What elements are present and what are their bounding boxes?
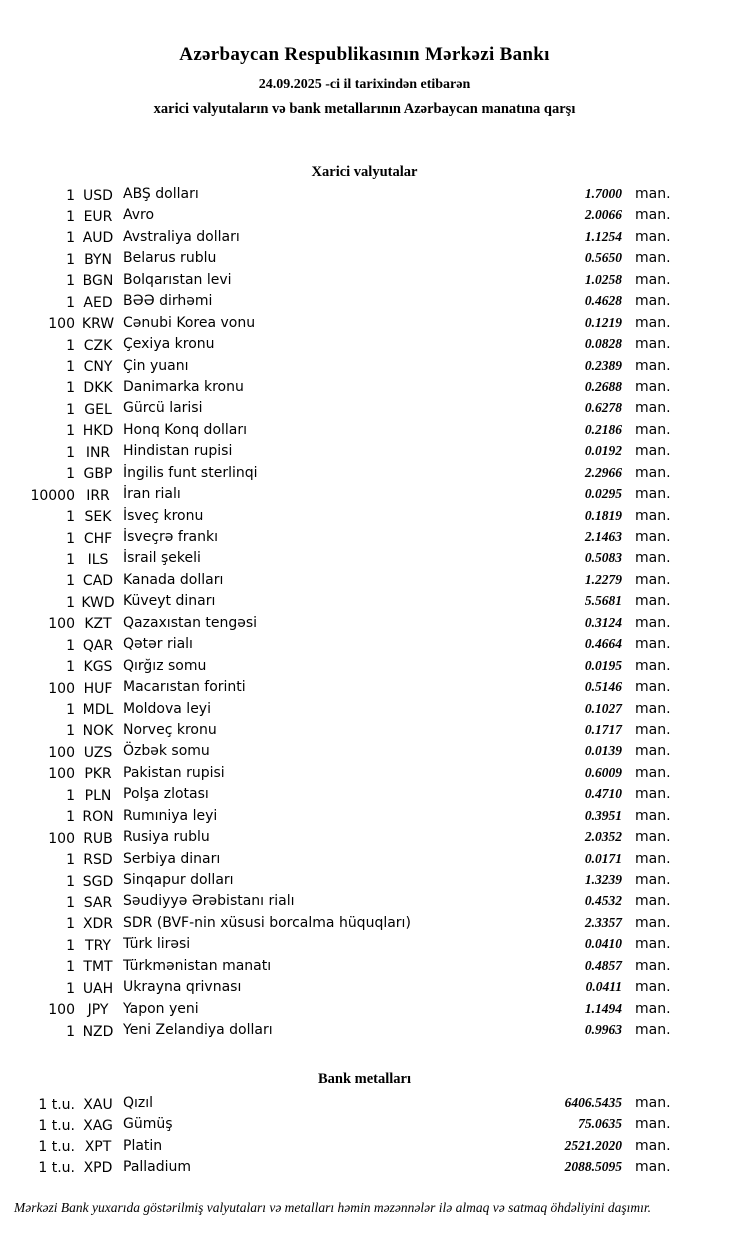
unit-label: man. [635, 679, 671, 696]
currency-code: QAR [82, 637, 114, 654]
quantity: 1 [66, 230, 75, 247]
unit-label: man. [635, 957, 671, 974]
unit-label: man. [635, 786, 671, 803]
currency-name: Qırğız somu [123, 657, 207, 674]
unit-label: man. [635, 1116, 671, 1133]
quantity: 1 [66, 509, 75, 526]
rate-value: 0.0139 [584, 743, 622, 759]
currency-code: KWD [81, 594, 115, 611]
unit-label: man. [635, 207, 671, 224]
currencies-table [0, 183, 729, 1041]
quantity: 1 [66, 852, 75, 869]
rate-row [0, 612, 729, 633]
quantity: 1 t.u. [38, 1096, 75, 1113]
rate-row [0, 226, 729, 247]
unit-label: man. [635, 314, 671, 331]
quantity: 10000 [30, 487, 75, 504]
rate-row [0, 676, 729, 697]
rate-row [0, 1113, 729, 1134]
rate-row [0, 505, 729, 526]
unit-label: man. [635, 443, 671, 460]
currency-name: Palladium [123, 1158, 192, 1175]
currency-code: AED [83, 294, 113, 311]
rate-value: 6406.5435 [564, 1095, 622, 1110]
unit-label: man. [635, 336, 671, 353]
unit-label: man. [635, 550, 671, 567]
quantity: 1 [66, 980, 75, 997]
rate-value: 0.4532 [584, 893, 622, 909]
unit-label: man. [635, 378, 671, 395]
unit-label: man. [635, 186, 671, 202]
currencies-section-heading: Xarici valyutalar [311, 164, 418, 180]
currency-code: SAR [83, 894, 113, 911]
currency-code: XPT [84, 1139, 112, 1156]
rate-row [0, 269, 729, 290]
currency-name: Kanada dolları [123, 571, 224, 588]
currency-code: XDR [82, 916, 114, 933]
currency-name: ABŞ dolları [123, 186, 199, 202]
currency-name: Türkmənistan manatı [123, 957, 272, 974]
currency-name: Polşa zlotası [123, 786, 209, 803]
rate-row [0, 933, 729, 954]
currency-code: CAD [82, 573, 114, 590]
rate-row [0, 569, 729, 590]
quantity: 1 [66, 873, 75, 890]
rate-value: 0.5083 [584, 550, 622, 566]
rate-value: 0.0171 [584, 850, 622, 866]
rate-row [0, 848, 729, 869]
unit-label: man. [635, 614, 671, 631]
page-subtitle: xarici valyutaların və bank metallarının Azərbaycan manatına qarşı [153, 101, 576, 117]
rate-value: 0.0410 [584, 936, 622, 952]
currency-name: Özbək somu [123, 743, 210, 760]
currency-code: DKK [83, 380, 113, 397]
unit-label: man. [635, 529, 671, 545]
quantity: 1 [66, 444, 75, 461]
unit-label: man. [635, 914, 671, 931]
unit-label: man. [635, 271, 671, 288]
effective-date: 24.09.2025 -ci il tarixindən etibarən [258, 77, 471, 92]
rate-value: 2521.2020 [564, 1137, 622, 1153]
quantity: 1 [66, 594, 75, 611]
currency-name: İran rialı [123, 486, 181, 503]
currency-code: UAH [82, 980, 114, 997]
unit-label: man. [635, 807, 671, 824]
rate-value: 75.0635 [578, 1116, 622, 1132]
rate-row [0, 290, 729, 311]
rate-value: 0.2688 [584, 378, 622, 394]
quantity: 1 [66, 723, 75, 740]
rate-value: 0.2186 [584, 421, 622, 437]
unit-label: man. [635, 593, 671, 610]
rate-row [0, 547, 729, 568]
quantity: 1 [66, 337, 75, 354]
metals-section-heading: Bank metalları [317, 1071, 412, 1087]
currency-code: TMT [83, 959, 113, 976]
quantity: 1 [66, 208, 75, 225]
quantity: 1 [66, 294, 75, 311]
currency-name: İsveçrə frankı [123, 529, 218, 545]
unit-label: man. [635, 464, 671, 481]
unit-label: man. [635, 1000, 671, 1017]
unit-label: man. [635, 571, 671, 588]
rate-row [0, 590, 729, 611]
currency-name: Gümüş [123, 1116, 173, 1133]
rate-value: 2088.5095 [564, 1158, 622, 1174]
rate-value: 2.0352 [584, 829, 622, 845]
unit-label: man. [635, 400, 671, 417]
unit-label: man. [635, 764, 671, 781]
rate-value: 0.1717 [584, 721, 622, 737]
rate-row [0, 762, 729, 783]
rate-value: 0.3124 [584, 614, 622, 630]
rate-value: 0.6278 [584, 400, 622, 416]
rate-value: 0.5650 [584, 250, 622, 266]
currency-code: KRW [81, 316, 115, 333]
currency-name: Yapon yeni [123, 1000, 199, 1017]
rate-value: 0.0195 [584, 657, 622, 673]
unit-label: man. [635, 250, 671, 267]
unit-label: man. [635, 507, 671, 524]
quantity: 1 t.u. [38, 1139, 75, 1156]
currency-name: Qazaxıstan tengəsi [123, 614, 258, 631]
currency-code: RSD [83, 852, 113, 869]
currency-code: PLN [84, 787, 112, 804]
currency-name: Platin [123, 1137, 163, 1154]
unit-label: man. [635, 1158, 671, 1175]
quantity: 1 [66, 380, 75, 397]
unit-label: man. [635, 1095, 671, 1111]
rate-row [0, 783, 729, 804]
unit-label: man. [635, 721, 671, 738]
quantity: 1 [66, 551, 75, 568]
quantity: 1 [66, 1023, 75, 1040]
quantity: 1 [66, 251, 75, 268]
rate-row [0, 955, 729, 976]
unit-label: man. [635, 872, 671, 888]
currency-name: Belarus rublu [123, 250, 217, 267]
rate-value: 1.0258 [584, 271, 622, 287]
quantity: 1 [66, 702, 75, 718]
currency-code: ILS [87, 551, 109, 568]
rate-value: 1.1494 [584, 1000, 622, 1016]
currency-name: SDR (BVF-nin xüsusi borcalma hüquqları) [123, 914, 411, 931]
rate-value: 0.1819 [584, 507, 622, 523]
rate-value: 1.7000 [584, 186, 622, 201]
rate-value: 0.4664 [584, 636, 622, 652]
currency-code: GEL [84, 401, 112, 418]
currency-code: CHF [83, 530, 113, 547]
rate-row [0, 655, 729, 676]
currency-name: Çexiya kronu [123, 336, 215, 353]
rate-value: 0.6009 [584, 764, 622, 780]
rate-value: 0.1027 [584, 700, 622, 716]
rate-row [0, 397, 729, 418]
currency-code: RON [82, 809, 114, 826]
rate-value: 2.0066 [584, 207, 622, 223]
rate-value: 0.4857 [584, 957, 622, 973]
rate-row [0, 869, 729, 890]
rate-row [0, 526, 729, 547]
rate-row [0, 333, 729, 354]
unit-label: man. [635, 486, 671, 503]
unit-label: man. [635, 700, 671, 717]
currency-code: BYN [84, 251, 112, 268]
unit-label: man. [635, 636, 671, 653]
rate-value: 0.0828 [584, 336, 622, 352]
unit-label: man. [635, 743, 671, 760]
rate-row [0, 1135, 729, 1156]
currency-code: USD [83, 187, 113, 204]
rate-value: 1.2279 [584, 571, 622, 587]
rate-row [0, 247, 729, 268]
currency-name: Cənubi Korea vonu [123, 314, 256, 331]
currency-name: Bolqarıstan levi [123, 271, 232, 288]
currency-name: Gürcü larisi [123, 400, 203, 417]
currency-code: IRR [86, 487, 110, 504]
rate-value: 2.3357 [584, 914, 622, 930]
rate-value: 0.0295 [584, 486, 622, 502]
quantity: 1 [66, 937, 75, 954]
rate-row [0, 376, 729, 397]
currency-code: GBP [83, 466, 113, 483]
rate-row [0, 355, 729, 376]
currency-code: BGN [82, 273, 114, 290]
currency-code: SGD [82, 873, 114, 890]
page-title: Azərbaycan Respublikasının Mərkəzi Bankı [179, 44, 550, 65]
quantity: 100 [48, 616, 75, 633]
rate-value: 1.3239 [584, 872, 622, 887]
currency-name: İsrail şekeli [123, 550, 201, 567]
quantity: 1 [66, 187, 75, 204]
currency-code: INR [85, 444, 111, 461]
currency-name: Honq Konq dolları [123, 421, 248, 438]
quantity: 1 [66, 809, 75, 826]
rate-row [0, 890, 729, 911]
rate-value: 2.1463 [584, 529, 622, 544]
currency-name: Ukrayna qrivnası [123, 979, 242, 996]
rate-row [0, 1019, 729, 1040]
rate-value: 0.4710 [584, 786, 622, 802]
quantity: 100 [48, 316, 75, 333]
currency-name: Küveyt dinarı [123, 593, 216, 610]
currency-code: UZS [83, 744, 113, 761]
currency-code: EUR [83, 208, 113, 225]
rate-row [0, 998, 729, 1019]
unit-label: man. [635, 1022, 671, 1039]
unit-label: man. [635, 293, 671, 310]
rate-value: 5.5681 [584, 593, 622, 609]
rate-row [0, 633, 729, 654]
rate-value: 0.2389 [584, 357, 622, 373]
currency-code: XPD [83, 1160, 113, 1177]
currency-name: Danimarka kronu [123, 378, 244, 395]
quantity: 1 [66, 359, 75, 375]
rate-value: 0.1219 [584, 314, 622, 330]
unit-label: man. [635, 936, 671, 953]
rate-row [0, 1156, 729, 1177]
rate-value: 0.0192 [584, 443, 622, 459]
currency-name: Avro [123, 207, 155, 224]
rate-row [0, 740, 729, 761]
currency-name: Macarıstan forinti [123, 679, 246, 696]
currency-name: Moldova leyi [123, 700, 211, 717]
currency-name: Sinqapur dolları [123, 872, 234, 888]
rate-row [0, 805, 729, 826]
quantity: 1 [66, 466, 75, 483]
rate-row [0, 183, 729, 204]
quantity: 1 [66, 273, 75, 290]
rate-value: 0.4628 [584, 293, 622, 309]
quantity: 100 [48, 744, 75, 761]
currency-name: Qızıl [123, 1095, 154, 1111]
rate-value: 0.9963 [584, 1022, 622, 1038]
currency-name: BƏƏ dirhəmi [123, 293, 213, 310]
quantity: 1 [66, 401, 75, 418]
rate-row [0, 719, 729, 740]
currency-name: İsveç kronu [123, 507, 204, 524]
currency-code: SEK [84, 509, 112, 526]
currency-code: KZT [84, 616, 112, 633]
quantity: 100 [48, 1002, 75, 1019]
unit-label: man. [635, 893, 671, 910]
rate-row [0, 440, 729, 461]
unit-label: man. [635, 979, 671, 996]
rate-row [0, 826, 729, 847]
currency-name: Türk lirəsi [123, 936, 191, 953]
quantity: 1 [66, 959, 75, 976]
metals-table [0, 1092, 729, 1177]
quantity: 1 t.u. [38, 1160, 75, 1177]
quantity: 1 [66, 894, 75, 911]
quantity: 100 [48, 766, 75, 783]
disclaimer-text: Mərkəzi Bank yuxarıda göstərilmiş valyutaları və metalları həmin məzənnələr ilə almaq və satmaq öhdəliyini daşımır. [14, 1200, 652, 1215]
currency-name: Hindistan rupisi [123, 443, 233, 460]
currency-code: HUF [83, 680, 113, 697]
currency-code: NZD [82, 1023, 114, 1040]
rate-row [0, 419, 729, 440]
currency-name: Pakistan rupisi [123, 764, 225, 781]
unit-label: man. [635, 357, 671, 374]
currency-code: JPY [87, 1002, 109, 1019]
currency-code: XAG [83, 1117, 113, 1134]
quantity: 1 t.u. [38, 1117, 75, 1134]
quantity: 1 [66, 916, 75, 933]
currency-code: PKR [84, 766, 112, 783]
rate-row [0, 1092, 729, 1113]
currency-name: Çin yuanı [123, 357, 189, 374]
currency-code: MDL [82, 702, 114, 718]
quantity: 1 [66, 423, 75, 440]
currency-name: Norveç kronu [123, 721, 217, 738]
currency-code: TRY [85, 937, 111, 954]
currency-name: Rusiya rublu [123, 829, 210, 846]
currency-name: Yeni Zelandiya dolları [123, 1022, 273, 1039]
currency-name: Avstraliya dolları [123, 228, 240, 245]
currency-name: Səudiyyə Ərəbistanı rialı [123, 893, 295, 910]
quantity: 1 [66, 787, 75, 804]
currency-code: RUB [83, 830, 113, 847]
unit-label: man. [635, 657, 671, 674]
currency-code: CZK [83, 337, 113, 354]
currency-code: NOK [82, 723, 114, 740]
rate-row [0, 204, 729, 225]
rate-value: 0.0411 [585, 979, 622, 995]
rate-value: 0.3951 [584, 807, 622, 823]
quantity: 100 [48, 830, 75, 847]
currency-name: Rumıniya leyi [123, 807, 218, 824]
unit-label: man. [635, 1137, 671, 1154]
rate-row [0, 698, 729, 719]
quantity: 1 [66, 637, 75, 654]
currency-name: İngilis funt sterlinqi [123, 464, 258, 481]
currency-code: HKD [82, 423, 114, 440]
rate-row [0, 912, 729, 933]
rate-value: 0.5146 [584, 679, 622, 695]
rate-row [0, 462, 729, 483]
unit-label: man. [635, 228, 671, 245]
quantity: 1 [66, 573, 75, 590]
rate-value: 2.2966 [584, 464, 622, 480]
currency-name: Serbiya dinarı [123, 850, 221, 867]
unit-label: man. [635, 829, 671, 846]
quantity: 100 [48, 680, 75, 697]
rate-value: 1.1254 [584, 228, 622, 244]
rate-row [0, 976, 729, 997]
currency-code: AUD [82, 230, 114, 247]
rate-row [0, 312, 729, 333]
currency-code: XAU [83, 1096, 113, 1113]
currency-name: Qətər rialı [123, 636, 193, 653]
quantity: 1 [66, 659, 75, 676]
currency-code: KGS [83, 659, 113, 676]
rate-row [0, 483, 729, 504]
quantity: 1 [66, 530, 75, 547]
unit-label: man. [635, 850, 671, 867]
currency-code: CNY [83, 359, 113, 375]
unit-label: man. [635, 421, 671, 438]
